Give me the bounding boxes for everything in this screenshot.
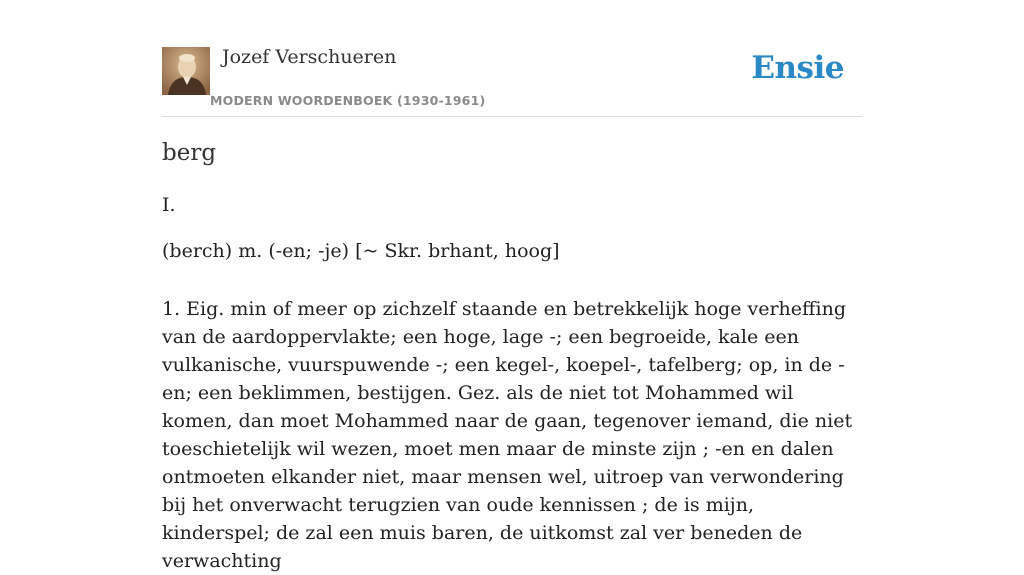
sense-number: I. <box>162 194 176 216</box>
definition-text: 1. Eig. min of meer op zichzelf staande en betrekkelijk hoge verheffing van de aardoppervlakte; een hoge, lage -; een begroeide, kale een vulkanische, vuurspuwende -; een kegel-, koepel-, tafelberg; op, in de -en; een beklimmen, bestijgen. Gez. als de niet tot Mohammed wil komen, dan moet Mohammed naar de gaan, tegenover iemand, die niet toeschietelijk wil wezen, moet men maar de minste zijn ; -en en dalen ontmoeten elkander niet, maar mensen wel, uitroep van verwondering bij het onverwacht terugzien van oude kennissen ; de is mijn, kinderspel; de zal een muis baren, de uitkomst zal ver beneden de verwachting <box>162 298 853 572</box>
article-page <box>162 0 862 572</box>
author-name[interactable]: Jozef Verschueren <box>222 46 397 68</box>
author-avatar[interactable] <box>162 47 210 95</box>
entry-headword: berg <box>162 140 217 166</box>
entry-header <box>162 0 862 117</box>
etymology-line: (berch) m. (-en; -je) [~ Skr. brhant, hoog] <box>162 240 560 262</box>
source-title[interactable]: MODERN WOORDENBOEK (1930-1961) <box>210 93 486 108</box>
ensie-logo[interactable]: Ensie <box>751 50 844 86</box>
author-portrait-icon <box>162 47 210 95</box>
